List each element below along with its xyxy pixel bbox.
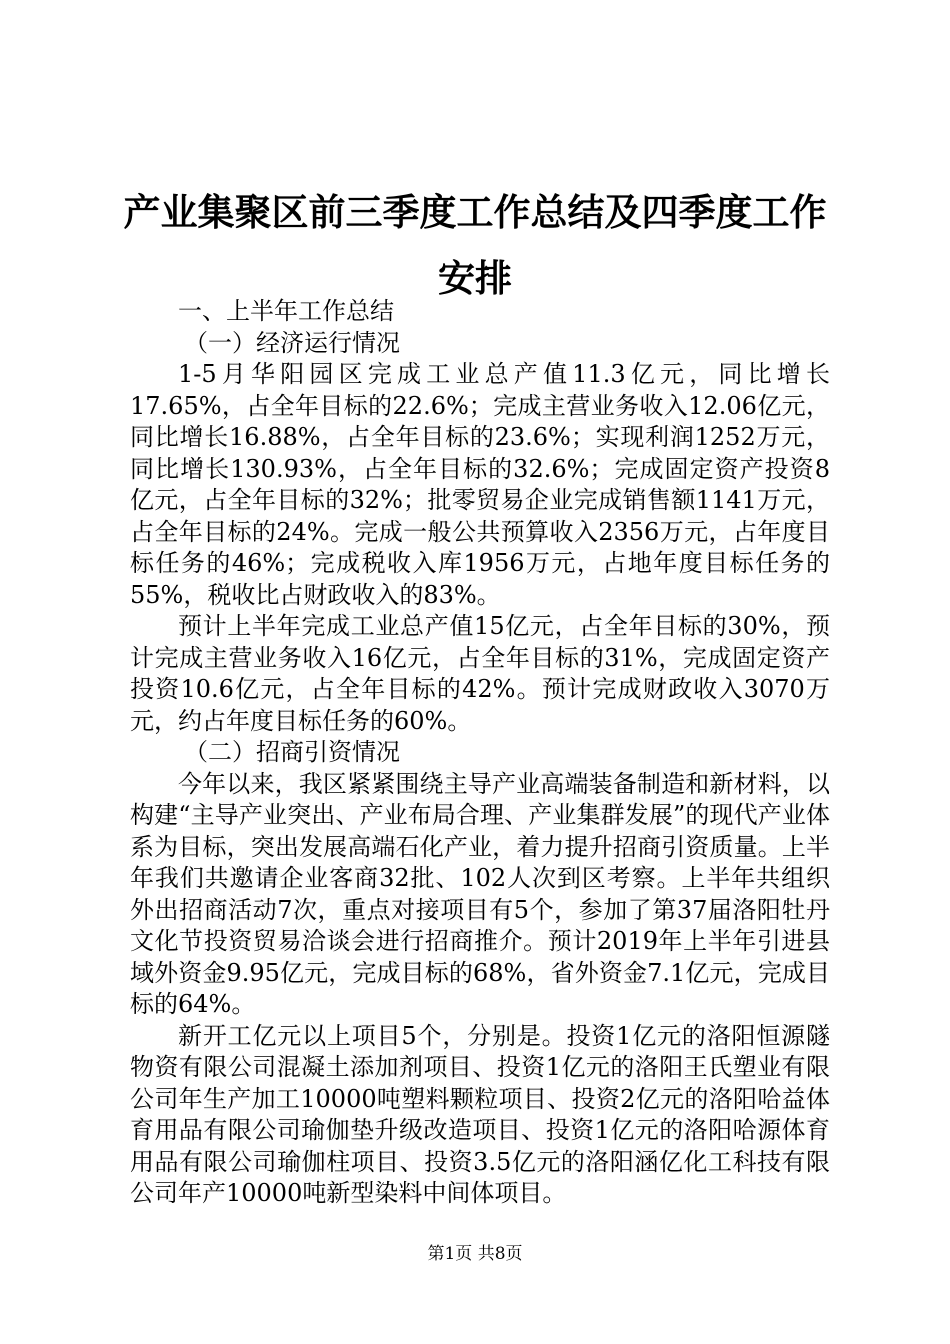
paragraph-investment-activities: 今年以来，我区紧紧围绕主导产业高端装备制造和新材料，以构建“主导产业突出、产业布局合理、产业集群发展”的现代产业体系为目标，突出发展高端石化产业，着力提升招商引资质量。上半年我们共邀请企业客商32批、102人次到区考察。上半年共组织外出招商活动7次，重点对接项目有5个，参加了第37届洛阳牡丹文化节投资贸易洽谈会进行招商推介。预计2019年上半年引进县域外资金9.95亿元，完成目标的68%，省外资金7.1亿元，完成目标的64%。 [130, 769, 830, 1018]
section-heading-first-half-summary: 一、上半年工作总结 [178, 297, 394, 325]
page-number-footer: 第1页 共8页 [427, 1244, 523, 1264]
document-body [130, 296, 830, 1210]
paragraph-economic-figures: 1-5月华阳园区完成工业总产值11.3亿元，同比增长17.65%，占全年目标的22.6%；完成主营业务收入12.06亿元，同比增长16.88%，占全年目标的23.6%；实现利润1252万元，同比增长130.93%，占全年目标的32.6%；完成固定资产投资8亿元，占全年目标的32%；批零贸易企业完成销售额1141万元，占全年目标的24%。完成一般公共预算收入2356万元，占年度目标任务的46%；完成税收入库1956万元，占地年度目标任务的55%，税收比占财政收入的83%。 [130, 360, 830, 609]
paragraph-new-projects: 新开工亿元以上项目5个，分别是。投资1亿元的洛阳恒源隧物资有限公司混凝土添加剂项目、投资1亿元的洛阳王氏塑业有限公司年生产加工10000吨塑料颗粒项目、投资2亿元的洛阳哈益体育用品有限公司瑜伽垫升级改造项目、投资1亿元的洛阳哈源体育用品有限公司瑜伽柱项目、投资3.5亿元的洛阳涵亿化工科技有限公司年产10000吨新型染料中间体项目。 [130, 1021, 830, 1207]
document-title: 产业集聚区前三季度工作总结及四季度工作安排 [123, 191, 827, 300]
subsection-heading-economic-operation: （一）经济运行情况 [184, 328, 400, 357]
paragraph-first-half-forecast: 预计上半年完成工业总产值15亿元，占全年目标的30%，预计完成主营业务收入16亿元，占全年目标的31%，完成固定资产投资10.6亿元，占全年目标的42%。预计完成财政收入3070万元，约占年度目标任务的60%。 [130, 612, 830, 735]
subsection-heading-investment-attraction: （二）招商引资情况 [184, 738, 400, 766]
